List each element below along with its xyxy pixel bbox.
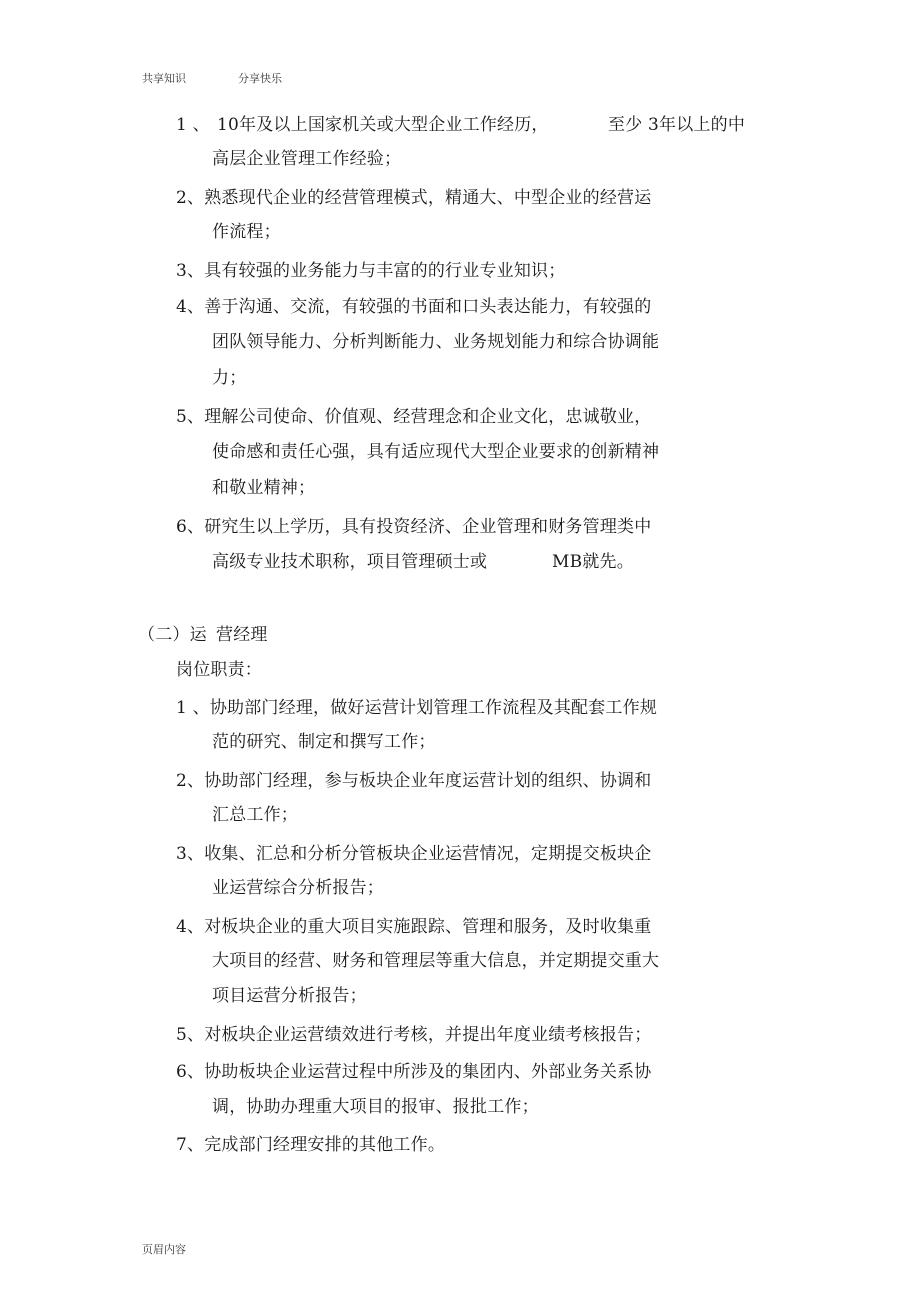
section-title-b: 营经理 [216,625,268,645]
duty-7-line1: 7、完成部门经理安排的其他工作。 [176,1135,446,1155]
list-item-6-line2a: 高级专业技术职称，项目管理硕士或 [212,552,488,572]
list-item-1-line1b: 至少 3年以上的中 [608,115,746,135]
list-item-4-line3: 力； [212,368,247,388]
header-right: 分享快乐 [238,72,282,85]
list-item-5-line2: 使命感和责任心强，具有适应现代大型企业要求的创新精神 [212,442,660,462]
duty-6-line1: 6、协助板块企业运营过程中所涉及的集团内、外部业务关系协 [176,1062,652,1082]
list-item-3-line1: 3、具有较强的业务能力与丰富的的行业专业知识； [176,261,566,281]
duty-3-line1: 3、收集、汇总和分析分管板块企业运营情况，定期提交板块企 [176,844,652,864]
list-item-4-line1: 4、善于沟通、交流，有较强的书面和口头表达能力，有较强的 [176,297,652,317]
page-footer: 页眉内容 [142,1243,186,1256]
list-item-1-num: 1 、 [176,115,210,135]
list-item-6-line1: 6、研究生以上学历，具有投资经济、企业管理和财务管理类中 [176,517,652,537]
duty-3-line2: 业运营综合分析报告； [212,878,384,898]
list-item-2-line2: 作流程； [212,222,281,242]
list-item-1-line2: 高层企业管理工作经验； [212,149,402,169]
page-header [142,70,282,86]
duty-2-line2: 汇总工作； [212,805,298,825]
section-title-a: （二）运 [138,625,207,645]
duty-1-line2: 范的研究、制定和撰写工作； [212,732,436,752]
section-subtitle: 岗位职责： [176,660,262,680]
duty-4-line3: 项目运营分析报告； [212,986,367,1006]
list-item-4-line2: 团队领导能力、分析判断能力、业务规划能力和综合协调能 [212,332,660,352]
list-item-5-line3: 和敬业精神； [212,478,316,498]
duty-4-line2: 大项目的经营、财务和管理层等重大信息，并定期提交重大 [212,951,660,971]
list-item-5-line1: 5、理解公司使命、价值观、经营理念和企业文化，忠诚敬业， [176,407,652,427]
list-item-2-line1: 2、熟悉现代企业的经营管理模式，精通大、中型企业的经营运 [176,188,652,208]
duty-6-line2: 调，协助办理重大项目的报审、报批工作； [212,1097,539,1117]
duty-2-line1: 2、协助部门经理，参与板块企业年度运营计划的组织、协调和 [176,771,652,791]
duty-1-line1: 1 、协助部门经理，做好运营计划管理工作流程及其配套工作规 [176,698,658,718]
list-item-6-line2b: MB就先。 [552,552,634,572]
duty-4-line1: 4、对板块企业的重大项目实施跟踪、管理和服务，及时收集重 [176,917,652,937]
header-left: 共享知识 [142,72,186,85]
duty-5-line1: 5、对板块企业运营绩效进行考核，并提出年度业绩考核报告； [176,1025,652,1045]
list-item-1-line1a: 10年及以上国家机关或大型企业工作经历， [217,115,549,135]
